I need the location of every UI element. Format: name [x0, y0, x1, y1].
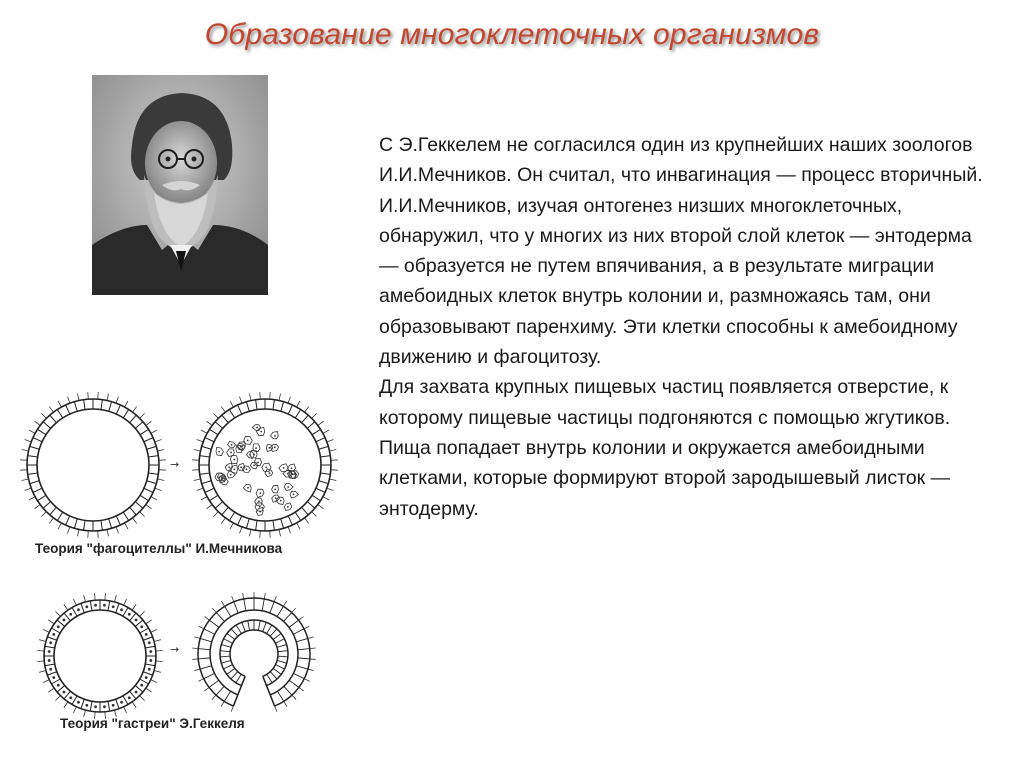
arrow-icon: →: [170, 643, 180, 656]
gastrula-diagram: [190, 592, 318, 720]
slide-title: Образование многоклеточных организмов: [204, 18, 820, 51]
paragraph: Для захвата крупных пищевых частиц появляется отверстие, к которому пищевые частицы подгоняются с помощью жгутиков. Пища попадает внутрь колонии и окружается амебоидными клетками, которые формируют второй зародышевый листок — энтодерму.: [379, 376, 951, 520]
haeckel-caption: Теория "гастреи" Э.Геккеля: [60, 716, 245, 731]
main-text: [379, 130, 989, 524]
paragraph: С Э.Геккелем не согласился один из крупнейших наших зоологов И.И.Мечников. Он считал, что инвагинация — процесс вторичный.: [379, 134, 983, 187]
haeckel-blastula-diagram: [36, 592, 164, 720]
paragraph: И.И.Мечников, изучая онтогенез низших многоклеточных, обнаружил, что у многих из них второй слой клеток — энтодерма — образуется не путем впячивания, а в результате миграции амебоидных клеток внутрь колонии и, размножаясь там, они образовывают паренхиму. Эти клетки способны к амебоидному движению и фагоцитозу.: [379, 194, 972, 369]
phagocytella-diagram: [190, 390, 340, 540]
arrow-icon: →: [170, 458, 180, 471]
mechnikov-caption: Теория "фагоцителлы" И.Мечникова: [35, 541, 283, 556]
portrait-photo: [92, 75, 268, 295]
blastula-diagram: [18, 390, 168, 540]
